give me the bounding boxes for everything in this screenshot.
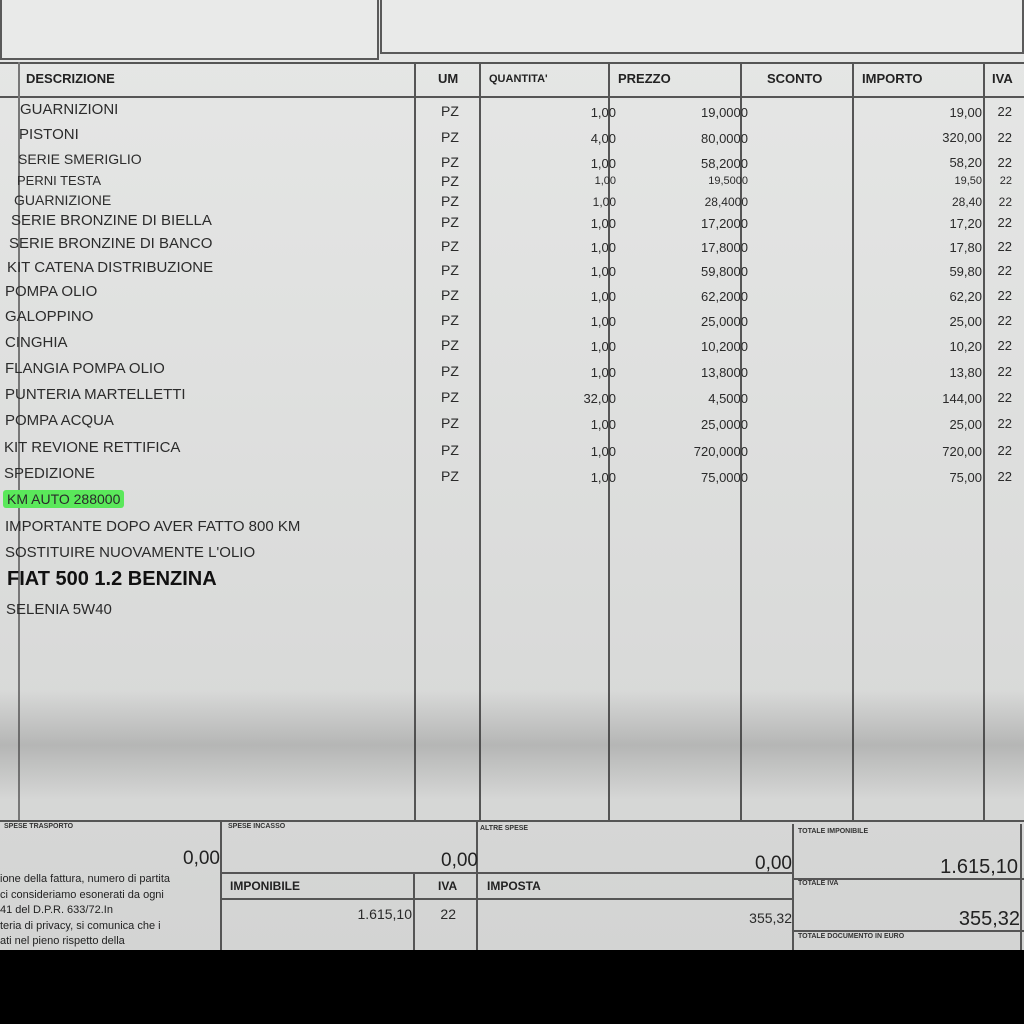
legal-line: ati nel pieno rispetto della bbox=[0, 935, 125, 947]
row-description: GUARNIZIONE bbox=[14, 192, 112, 208]
row-amount: 144,00 bbox=[942, 391, 982, 406]
row-vat: 22 bbox=[997, 288, 1012, 303]
row-description: POMPA OLIO bbox=[5, 283, 98, 300]
header-bottom-border bbox=[0, 96, 1024, 98]
row-price: 62,2000 bbox=[701, 289, 748, 304]
footer-divider-2 bbox=[476, 820, 478, 950]
row-quantity: 1,00 bbox=[594, 175, 616, 187]
row-unit: PZ bbox=[441, 154, 459, 170]
row-vat: 22 bbox=[997, 104, 1012, 119]
row-price: 58,2000 bbox=[701, 156, 748, 171]
row-amount: 19,00 bbox=[949, 105, 982, 120]
row-amount: 320,00 bbox=[942, 130, 982, 145]
footer-divider-4 bbox=[413, 872, 415, 950]
row-unit: PZ bbox=[441, 363, 459, 379]
row-price: 10,2000 bbox=[701, 339, 748, 354]
note-km bbox=[3, 491, 124, 507]
row-price: 13,8000 bbox=[701, 365, 748, 380]
row-description: PUNTERIA MARTELLETTI bbox=[5, 386, 186, 403]
row-description: SERIE BRONZINE DI BIELLA bbox=[11, 212, 212, 229]
row-quantity: 1,00 bbox=[590, 289, 616, 304]
row-vat: 22 bbox=[997, 155, 1012, 170]
row-price: 75,0000 bbox=[701, 470, 748, 485]
other-expenses-value: 0,00 bbox=[755, 853, 792, 874]
header-price: PREZZO bbox=[618, 71, 671, 86]
top-box-left bbox=[0, 0, 379, 60]
vat-total-value: 355,32 bbox=[958, 908, 1020, 930]
collection-label: SPESE INCASSO bbox=[228, 823, 286, 830]
row-quantity: 1,00 bbox=[590, 444, 616, 459]
row-unit: PZ bbox=[441, 287, 459, 303]
row-amount: 25,00 bbox=[949, 417, 982, 432]
note-oil-type: SELENIA 5W40 bbox=[6, 601, 112, 618]
header-vat: IVA bbox=[992, 71, 1013, 86]
taxable-label: IMPONIBILE bbox=[230, 879, 301, 893]
row-quantity: 4,00 bbox=[590, 131, 616, 146]
row-vat: 22 bbox=[997, 364, 1012, 379]
col-divider-desc bbox=[414, 62, 416, 820]
row-description: PISTONI bbox=[19, 126, 79, 143]
row-price: 4,5000 bbox=[708, 391, 748, 406]
row-description: POMPA ACQUA bbox=[5, 412, 114, 429]
header-quantity: QUANTITA' bbox=[489, 73, 548, 85]
row-description: GALOPPINO bbox=[5, 308, 94, 325]
row-vat: 22 bbox=[997, 338, 1012, 353]
row-vat: 22 bbox=[997, 239, 1012, 254]
row-description: PERNI TESTA bbox=[17, 173, 102, 188]
row-description: KIT CATENA DISTRIBUZIONE bbox=[7, 259, 214, 276]
vat-total-label: TOTALE IVA bbox=[798, 880, 839, 887]
row-quantity: 1,00 bbox=[590, 264, 616, 279]
tax-label: IMPOSTA bbox=[487, 879, 541, 893]
row-unit: PZ bbox=[441, 129, 459, 145]
collection-value: 0,00 bbox=[441, 850, 478, 871]
row-vat: 22 bbox=[997, 390, 1012, 405]
col-divider-amount bbox=[983, 62, 985, 820]
row-amount: 62,20 bbox=[949, 289, 982, 304]
footer-divider-1 bbox=[220, 820, 222, 950]
row-amount: 10,20 bbox=[949, 339, 982, 354]
row-unit: PZ bbox=[441, 312, 459, 328]
row-vat: 22 bbox=[997, 443, 1012, 458]
row-quantity: 1,00 bbox=[590, 314, 616, 329]
row-description: SERIE BRONZINE DI BANCO bbox=[9, 235, 213, 252]
row-quantity: 1,00 bbox=[590, 339, 616, 354]
row-price: 720,0000 bbox=[693, 444, 748, 459]
row-unit: PZ bbox=[441, 468, 459, 484]
row-unit: PZ bbox=[441, 214, 459, 230]
row-amount: 17,80 bbox=[949, 240, 982, 255]
row-amount: 28,40 bbox=[951, 195, 982, 209]
row-amount: 75,00 bbox=[949, 470, 982, 485]
row-price: 59,8000 bbox=[701, 264, 748, 279]
row-vat: 22 bbox=[997, 263, 1012, 278]
row-vat: 22 bbox=[998, 195, 1012, 209]
legal-line: ci consideriamo esonerati da ogni bbox=[0, 888, 164, 901]
row-unit: PZ bbox=[441, 337, 459, 353]
legal-line: ione della fattura, numero di partita bbox=[0, 873, 170, 885]
transport-value: 0,00 bbox=[183, 848, 220, 869]
row-amount: 59,80 bbox=[949, 264, 982, 279]
km-highlight: KM AUTO 288000 bbox=[3, 490, 124, 508]
row-price: 80,0000 bbox=[701, 131, 748, 146]
table-bottom-border bbox=[0, 820, 1024, 822]
top-box-right bbox=[380, 0, 1024, 54]
legal-text bbox=[0, 872, 210, 950]
row-amount: 720,00 bbox=[942, 444, 982, 459]
row-unit: PZ bbox=[441, 389, 459, 405]
row-quantity: 1,00 bbox=[590, 105, 616, 120]
row-description: CINGHIA bbox=[5, 334, 68, 351]
row-description: KIT REVIONE RETTIFICA bbox=[4, 439, 181, 456]
row-quantity: 1,00 bbox=[592, 195, 616, 209]
row-vat: 22 bbox=[997, 130, 1012, 145]
row-unit: PZ bbox=[441, 238, 459, 254]
row-price: 19,5000 bbox=[708, 175, 748, 187]
legal-line: teria di privacy, si comunica che i bbox=[0, 919, 161, 932]
paper-shadow bbox=[0, 690, 1024, 800]
tax-value: 355,32 bbox=[749, 910, 792, 926]
row-description: FLANGIA POMPA OLIO bbox=[5, 360, 165, 377]
row-vat: 22 bbox=[997, 469, 1012, 484]
row-quantity: 1,00 bbox=[590, 216, 616, 231]
transport-label: SPESE TRASPORTO bbox=[4, 823, 74, 830]
row-unit: PZ bbox=[441, 262, 459, 278]
row-vat: 22 bbox=[997, 416, 1012, 431]
header-amount: IMPORTO bbox=[862, 71, 923, 86]
row-quantity: 1,00 bbox=[590, 156, 616, 171]
row-amount: 19,50 bbox=[954, 175, 982, 187]
vat-rate-value: 22 bbox=[440, 906, 456, 922]
row-unit: PZ bbox=[441, 103, 459, 119]
header-discount: SCONTO bbox=[767, 71, 823, 86]
header-description: DESCRIZIONE bbox=[26, 71, 115, 86]
row-quantity: 1,00 bbox=[590, 365, 616, 380]
row-vat: 22 bbox=[997, 313, 1012, 328]
row-amount: 17,20 bbox=[949, 216, 982, 231]
row-unit: PZ bbox=[441, 193, 459, 209]
row-amount: 25,00 bbox=[949, 314, 982, 329]
footer-row2-border bbox=[220, 898, 792, 900]
vat-rate-label: IVA bbox=[438, 879, 458, 893]
row-price: 19,0000 bbox=[701, 105, 748, 120]
row-price: 17,2000 bbox=[701, 216, 748, 231]
row-quantity: 1,00 bbox=[590, 240, 616, 255]
document-total-label: TOTALE DOCUMENTO IN EURO bbox=[798, 933, 905, 940]
note-important: IMPORTANTE DOPO AVER FATTO 800 KM bbox=[5, 518, 301, 535]
row-amount: 13,80 bbox=[949, 365, 982, 380]
note-car-model: FIAT 500 1.2 BENZINA bbox=[7, 568, 217, 590]
taxable-total-label: TOTALE IMPONIBILE bbox=[798, 828, 869, 835]
row-description: GUARNIZIONI bbox=[20, 101, 119, 118]
row-price: 17,8000 bbox=[701, 240, 748, 255]
legal-line: 41 del D.P.R. 633/72.In bbox=[0, 904, 113, 916]
row-description: SPEDIZIONE bbox=[4, 465, 95, 482]
taxable-value: 1.615,10 bbox=[357, 906, 412, 922]
row-price: 28,4000 bbox=[704, 195, 748, 209]
row-vat: 22 bbox=[999, 175, 1012, 187]
row-vat: 22 bbox=[997, 215, 1012, 230]
header-unit: UM bbox=[438, 71, 459, 86]
taxable-total-value: 1.615,10 bbox=[940, 856, 1018, 878]
note-replace-oil: SOSTITUIRE NUOVAMENTE L'OLIO bbox=[5, 544, 256, 561]
row-description: SERIE SMERIGLIO bbox=[18, 151, 142, 167]
row-unit: PZ bbox=[441, 173, 459, 189]
row-price: 25,0000 bbox=[701, 417, 748, 432]
row-unit: PZ bbox=[441, 442, 459, 458]
row-amount: 58,20 bbox=[949, 155, 982, 170]
row-price: 25,0000 bbox=[701, 314, 748, 329]
row-quantity: 1,00 bbox=[590, 417, 616, 432]
row-quantity: 1,00 bbox=[590, 470, 616, 485]
row-quantity: 32,00 bbox=[583, 391, 616, 406]
row-unit: PZ bbox=[441, 415, 459, 431]
other-expenses-label: ALTRE SPESE bbox=[480, 825, 529, 832]
